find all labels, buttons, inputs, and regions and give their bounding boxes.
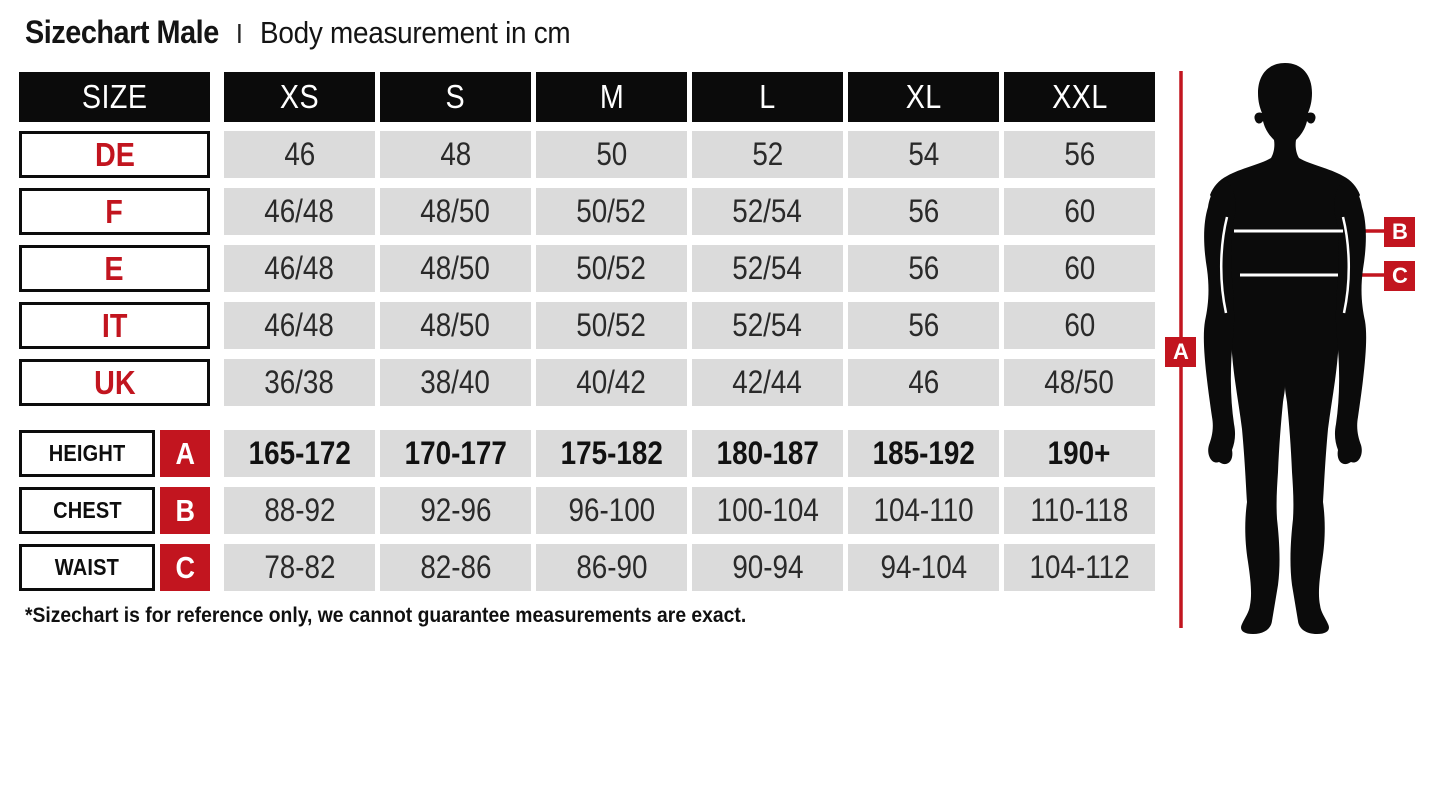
size-cell: 46/48 [224, 245, 375, 292]
measurement-cell: 100-104 [692, 487, 843, 534]
title-separator: I [235, 18, 243, 49]
size-cell: 50/52 [536, 188, 687, 235]
size-cell: 48/50 [380, 302, 531, 349]
measurement-cell: 175-182 [536, 430, 687, 477]
measurement-cell: 88-92 [224, 487, 375, 534]
male-figure-diagram [1141, 55, 1441, 655]
row-label-chest: CHEST [19, 487, 155, 534]
size-cell: 60 [1004, 188, 1155, 235]
measurement-cell: 165-172 [224, 430, 375, 477]
size-cell: 50 [536, 131, 687, 178]
column-header-xs: XS [224, 72, 375, 122]
row-label-uk: UK [19, 359, 210, 406]
size-cell: 50/52 [536, 245, 687, 292]
measurement-cell: 104-112 [1004, 544, 1155, 591]
size-cell: 46 [224, 131, 375, 178]
figure-marker-c-label: C [1392, 263, 1408, 288]
region-size-rows [19, 131, 1155, 406]
measurement-cell: 110-118 [1004, 487, 1155, 534]
footnote: *Sizechart is for reference only, we cannot guarantee measurements are exact. [25, 604, 747, 627]
table-row-waist [19, 544, 1155, 591]
size-cell: 60 [1004, 245, 1155, 292]
size-cell: 54 [848, 131, 999, 178]
sizechart-table [19, 72, 1155, 591]
measurement-cell: 82-86 [380, 544, 531, 591]
table-row-chest [19, 487, 1155, 534]
size-cell: 48/50 [380, 188, 531, 235]
measurement-cell: 86-90 [536, 544, 687, 591]
measurement-cell: 90-94 [692, 544, 843, 591]
size-cell: 56 [848, 302, 999, 349]
size-cell: 36/38 [224, 359, 375, 406]
measurement-cell: 180-187 [692, 430, 843, 477]
size-cell: 46 [848, 359, 999, 406]
size-cell: 56 [1004, 131, 1155, 178]
size-cell: 48/50 [1004, 359, 1155, 406]
size-cell: 56 [848, 245, 999, 292]
row-label-it: IT [19, 302, 210, 349]
marker-a-badge: A [160, 430, 210, 477]
table-row-de [19, 131, 1155, 178]
measurement-cell: 94-104 [848, 544, 999, 591]
size-cell: 38/40 [380, 359, 531, 406]
measurement-cell: 96-100 [536, 487, 687, 534]
size-cell: 46/48 [224, 302, 375, 349]
size-cell: 42/44 [692, 359, 843, 406]
table-row-e [19, 245, 1155, 292]
size-cell: 52/54 [692, 302, 843, 349]
table-header-row [19, 72, 1155, 122]
column-header-size: SIZE [19, 72, 210, 122]
size-cell: 48 [380, 131, 531, 178]
size-cell: 60 [1004, 302, 1155, 349]
figure-marker-a-label: A [1173, 339, 1189, 364]
table-row-it [19, 302, 1155, 349]
row-label-f: F [19, 188, 210, 235]
table-row-f [19, 188, 1155, 235]
measurement-cell: 170-177 [380, 430, 531, 477]
size-cell: 40/42 [536, 359, 687, 406]
title-subtitle: Body measurement in cm [259, 15, 571, 50]
size-cell: 46/48 [224, 188, 375, 235]
measurement-cell: 92-96 [380, 487, 531, 534]
measurement-rows [19, 430, 1155, 591]
measurement-cell: 104-110 [848, 487, 999, 534]
row-label-height: HEIGHT [19, 430, 155, 477]
size-cell: 52/54 [692, 245, 843, 292]
figure-marker-b-label: B [1392, 219, 1408, 244]
size-cell: 56 [848, 188, 999, 235]
measurement-cell: 185-192 [848, 430, 999, 477]
size-cell: 50/52 [536, 302, 687, 349]
size-cell: 48/50 [380, 245, 531, 292]
size-cell: 52 [692, 131, 843, 178]
measurement-cell: 78-82 [224, 544, 375, 591]
column-header-m: M [536, 72, 687, 122]
table-row-uk [19, 359, 1155, 406]
marker-c-badge: C [160, 544, 210, 591]
row-label-waist: WAIST [19, 544, 155, 591]
page-title [25, 14, 570, 51]
size-cell: 52/54 [692, 188, 843, 235]
column-header-xl: XL [848, 72, 999, 122]
column-header-l: L [692, 72, 843, 122]
column-header-s: S [380, 72, 531, 122]
column-header-xxl: XXL [1004, 72, 1155, 122]
table-row-height [19, 430, 1155, 477]
row-label-e: E [19, 245, 210, 292]
row-label-de: DE [19, 131, 210, 178]
marker-b-badge: B [160, 487, 210, 534]
title-main: Sizechart Male [25, 14, 219, 50]
male-figure-silhouette [1204, 63, 1366, 634]
measurement-cell: 190+ [1004, 430, 1155, 477]
